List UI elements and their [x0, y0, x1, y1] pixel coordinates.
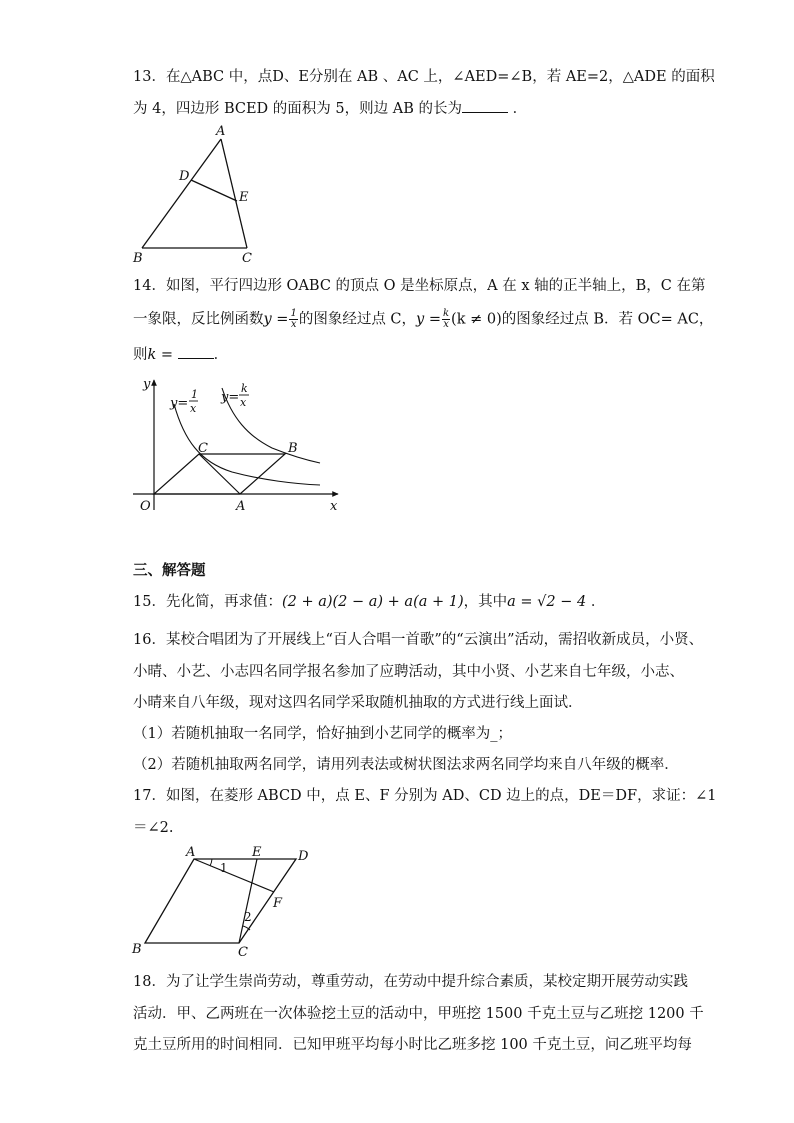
q15-end: ． — [590, 594, 606, 610]
q17-label-f: F — [273, 896, 283, 911]
q17-label-angle-2: 2 — [244, 910, 252, 924]
q14-curve1-den: x — [190, 402, 197, 415]
q16-line2: 小晴、小艺、小志四名同学报名参加了应聘活动，其中小贤、小艺来自七年级，小志、 — [133, 664, 684, 680]
q14-line2-b: 的图象经过点 C， — [298, 311, 417, 328]
q16-line3: 小晴来自八年级，现对这四名同学采取随机抽取的方式进行线上面试． — [133, 695, 583, 711]
q14-line3-a: 则 — [133, 347, 148, 363]
q16-subquestion-1: （1）若随机抽取一名同学，恰好抽到小艺同学的概率为_； — [133, 726, 512, 742]
q13-label-b: B — [133, 251, 143, 266]
q14-end: ． — [213, 347, 229, 363]
q14-label-c: C — [198, 441, 208, 456]
q17-line2: ＝∠2. — [133, 820, 174, 836]
section-title: 三、解答题 — [133, 562, 206, 579]
q14-curve2-num: k — [241, 382, 248, 395]
q13-end: ． — [512, 101, 528, 117]
q14-label-y: y — [143, 377, 151, 392]
q13-label-c: C — [242, 251, 252, 266]
q17-label-c: C — [238, 945, 248, 960]
q13-label-d: D — [179, 169, 190, 184]
q17-segment-ae — [194, 859, 274, 892]
q13-label-e: E — [239, 190, 249, 205]
q14-formula2-num: k — [442, 308, 450, 319]
q13-label-a: A — [216, 124, 226, 139]
q17-line1: 17．如图，在菱形 ABCD 中，点 E、F 分别为 AD、CD 边上的点，DE＝DF，求证：∠1 — [133, 788, 717, 804]
q14-label-b: B — [288, 441, 298, 456]
q14-formula1-den: x — [290, 319, 297, 330]
q17-label-angle-1: 1 — [220, 861, 228, 875]
q13-line1: 13．在△ABC 中，点D、E分别在 AB 、AC 上，∠AED=∠B，若 AE=2，△ADE 的面积 — [133, 69, 715, 85]
q15-expression: (2 + a)(2 − a) + a(a + 1) — [281, 594, 464, 610]
q14-line2-a: 一象限，反比例函数 — [133, 311, 264, 328]
q14-curve1-lhs: y= — [170, 396, 189, 411]
q17-angle-1-mark — [210, 859, 212, 866]
q14-line2-c: (k ≠ 0)的图象经过点 B．若 OC= AC， — [451, 311, 714, 328]
q15-condition: a = √2 − 4 — [507, 594, 587, 610]
q17-label-b: B — [132, 942, 142, 957]
q14-label-o: O — [140, 499, 151, 514]
q18-line1: 18．为了让学生崇尚劳动，尊重劳动，在劳动中提升综合素质，某校定期开展劳动实践 — [133, 974, 688, 990]
q14-formula1-lhs: y = — [263, 311, 289, 328]
q17-label-d: D — [298, 849, 309, 864]
q14-formula2-den: x — [443, 319, 449, 330]
q14-line1: 14．如图，平行四边形 OABC 的顶点 O 是坐标原点，A 在 x 轴的正半轴上，B，C 在第 — [133, 278, 706, 294]
q14-label-a: A — [236, 499, 246, 514]
q17-label-a: A — [186, 845, 196, 860]
q14-curve2-lhs: y= — [221, 390, 240, 405]
q18-line2: 活动．甲、乙两班在一次体验挖土豆的活动中，甲班挖 1500 千克土豆与乙班挖 1200 千 — [133, 1006, 704, 1022]
q14-curve1-num: 1 — [191, 388, 198, 401]
q15-text-b: ，其中 — [463, 594, 508, 610]
q14-line3-k: k = — [147, 347, 174, 363]
q14-formula1-num: 1 — [290, 308, 297, 319]
q16-line1: 16．某校合唱团为了开展线上“百人合唱一首歌”的“云演出”活动，需招收新成员，小贤、 — [133, 632, 704, 648]
q13-text: 为 4，四边形 BCED 的面积为 5，则边 AB 的长为 — [133, 101, 462, 117]
q15-text-a: 15．先化简，再求值： — [133, 594, 282, 610]
q14-label-x: x — [330, 499, 338, 514]
q17-label-e: E — [252, 845, 262, 860]
q16-subquestion-2: （2）若随机抽取两名同学，请用列表法或树状图法求两名同学均来自八年级的概率． — [133, 757, 679, 773]
q14-formula2-lhs: y = — [416, 311, 441, 328]
q18-line3: 克土豆所用的时间相同．已知甲班平均每小时比乙班多挖 100 千克土豆，问乙班平均每 — [133, 1037, 692, 1053]
q14-curve2-den: x — [240, 396, 247, 409]
